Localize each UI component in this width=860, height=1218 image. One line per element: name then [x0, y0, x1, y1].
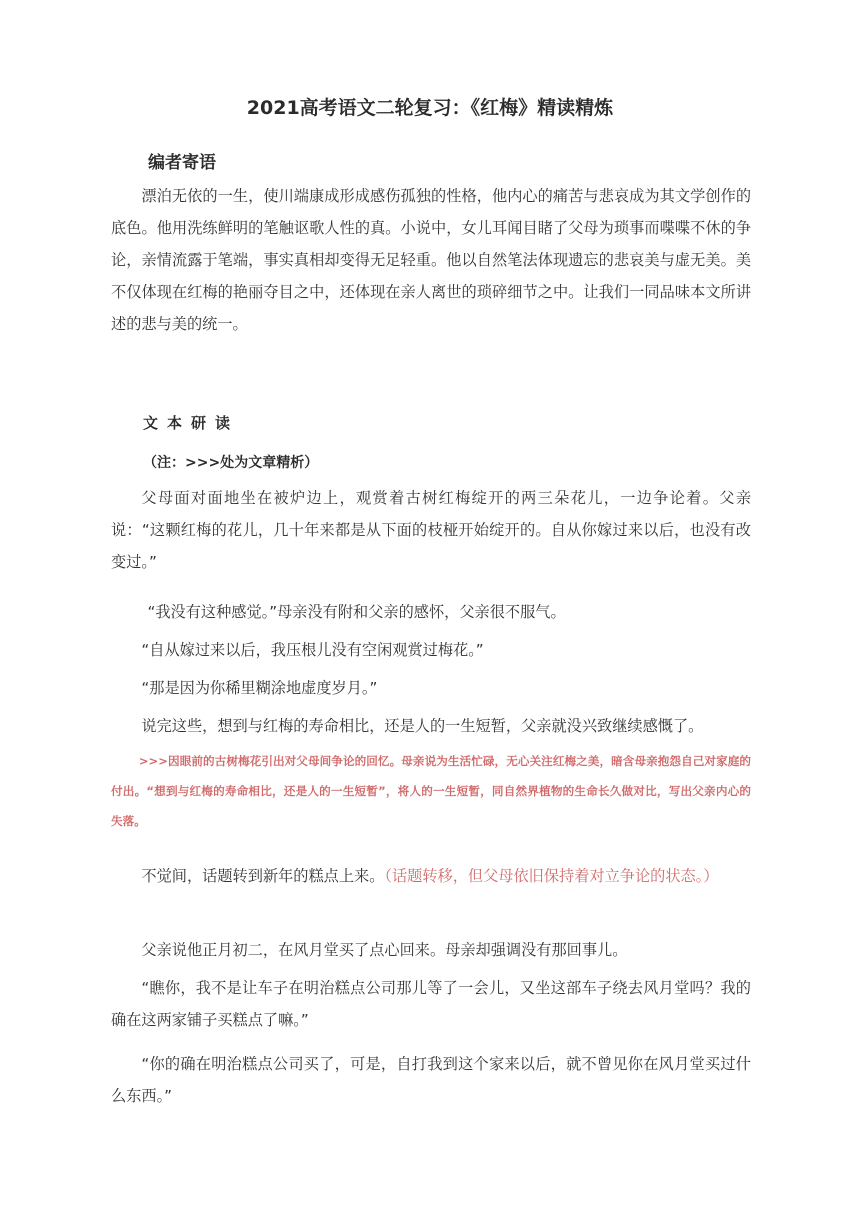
editor-section-heading: 编者寄语: [148, 153, 216, 173]
page-title: 2021高考语文二轮复习：《红梅》精读精炼: [246, 97, 614, 119]
reading-section-heading: 文本研读: [143, 414, 240, 432]
story-paragraph-7: 父亲说他正月初二，在风月堂买了点心回来。母亲却强调没有那回事儿。: [141, 941, 628, 959]
analysis-paragraph-1: >>>因眼前的古树梅花引出对父母间争论的回忆。母亲说为生活忙碌，无心关注红梅之美，暗含母亲抱怨自己对家庭的付出。“想到与红梅的寿命相比，还是人的一生短暂”，将人的一生短暂，同自然界植物的生命长久做对比，写出父亲内心的失落。: [111, 754, 751, 828]
story-paragraph-2: “我没有这种感觉。”母亲没有附和父亲的感怀，父亲很不服气。: [147, 603, 566, 621]
story-paragraph-3: “自从嫁过来以后，我压根儿没有空闲观赏过梅花。”: [141, 641, 484, 659]
story-paragraph-1: 父母面对面地坐在被炉边上，观赏着古树红梅绽开的两三朵花儿，一边争论着。父亲说：“这颗红梅的花儿，几十年来都是从下面的枝桠开始绽开的。自从你嫁过来以后，也没有改变过。”: [111, 489, 751, 571]
story-paragraph-9: “你的确在明治糕点公司买了，可是，自打我到这个家来以后，就不曾见你在风月堂买过什么东西。”: [111, 1055, 751, 1105]
story-paragraph-6-text: 不觉间，话题转到新年的糕点上来。: [141, 867, 385, 885]
story-paragraph-5: 说完这些，想到与红梅的寿命相比，还是人的一生短暂，父亲就没兴致继续感慨了。: [141, 717, 704, 735]
story-paragraph-4: “那是因为你稀里糊涂地虚度岁月。”: [141, 679, 378, 697]
story-paragraph-8: “瞧你，我不是让车子在明治糕点公司那儿等了一会儿，又坐这部车子绕去风月堂吗？我的确在这两家铺子买糕点了嘛。”: [111, 979, 751, 1029]
analysis-note-heading: （注：>>>处为文章精析）: [143, 455, 319, 471]
story-paragraph-6: [111, 860, 751, 892]
editor-paragraph: 漂泊无依的一生，使川端康成形成感伤孤独的性格，他内心的痛苦与悲哀成为其文学创作的底色。他用洗练鲜明的笔触讴歌人性的真。小说中，女儿耳闻目睹了父母为琐事而喋喋不休的争论，亲情流露于笔端，事实真相却变得无足轻重。他以自然笔法体现遗忘的悲哀美与虚无美。美不仅体现在红梅的艳丽夺目之中，还体现在亲人离世的琐碎细节之中。让我们一同品味本文所讲述的悲与美的统一。: [111, 187, 751, 333]
story-paragraph-6-note: （话题转移，但父母依旧保持着对立争论的状态。）: [384, 867, 719, 885]
